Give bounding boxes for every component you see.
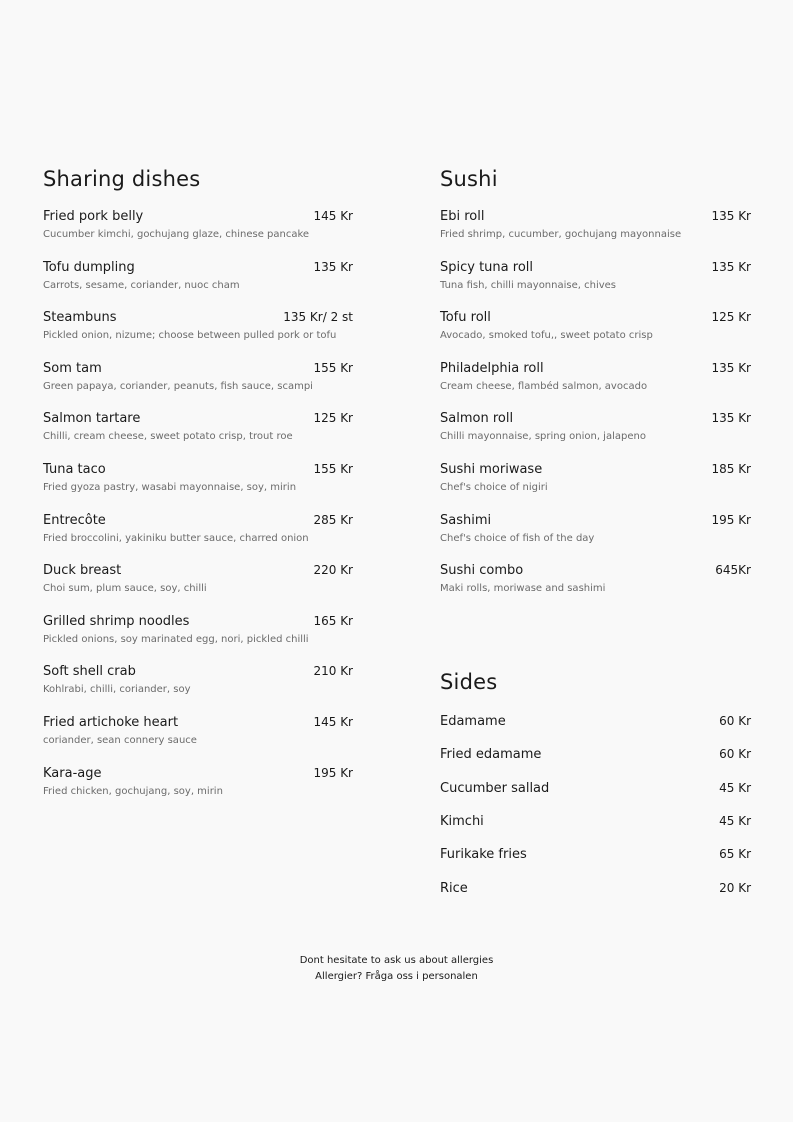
menu-item: [43, 512, 353, 563]
dish-name: Sushi moriwase: [440, 461, 543, 477]
side-item: [440, 780, 751, 813]
menu-item: [440, 360, 751, 411]
menu-item: [43, 208, 353, 259]
dish-name: Spicy tuna roll: [440, 259, 533, 275]
dish-price: 125 Kr: [711, 310, 751, 325]
dish-description: Choi sum, plum sauce, soy, chilli: [43, 583, 207, 595]
menu-item: [440, 562, 751, 613]
dish-name: Tofu roll: [440, 310, 491, 326]
side-item: [440, 846, 751, 879]
side-item: [440, 813, 751, 846]
dish-price: 165 Kr: [313, 613, 353, 628]
side-item: [440, 713, 751, 746]
side-price: 65 Kr: [719, 847, 751, 862]
dish-description: Pickled onions, soy marinated egg, nori, pickled chilli: [43, 633, 309, 645]
menu-item: [43, 765, 353, 816]
menu-item: [440, 461, 751, 512]
dish-name: Sushi combo: [440, 563, 524, 579]
dish-description: Carrots, sesame, coriander, nuoc cham: [43, 279, 240, 291]
dish-price: 125 Kr: [313, 411, 353, 426]
menu-item: [43, 259, 353, 310]
menu-item: [43, 309, 353, 360]
dish-description: Chef's choice of nigiri: [440, 481, 548, 493]
dish-description: Maki rolls, moriwase and sashimi: [440, 583, 606, 595]
allergy-note-swedish: Allergier? Fråga oss i personalen: [315, 971, 478, 982]
side-name: Fried edamame: [440, 747, 542, 763]
side-price: 45 Kr: [719, 780, 751, 795]
dish-price: 155 Kr: [313, 360, 353, 375]
dish-price: 135 Kr/ 2 st: [283, 310, 353, 325]
dish-price: 210 Kr: [313, 664, 353, 679]
dish-price: 135 Kr: [711, 411, 751, 426]
dish-price: 285 Kr: [313, 512, 353, 527]
dish-description: Chilli mayonnaise, spring onion, jalapeno: [440, 431, 646, 443]
dish-price: 145 Kr: [313, 714, 353, 729]
dish-description: Tuna fish, chilli mayonnaise, chives: [440, 279, 617, 291]
dish-name: Salmon roll: [440, 411, 514, 427]
menu-item: [440, 410, 751, 461]
dish-name: Duck breast: [43, 563, 122, 579]
menu-item: [440, 259, 751, 310]
dish-name: Ebi roll: [440, 209, 485, 224]
dish-description: Chilli, cream cheese, sweet potato crisp, trout roe: [43, 431, 293, 443]
sides-section: [440, 669, 751, 913]
dish-name: Salmon tartare: [43, 411, 141, 427]
side-name: Rice: [440, 880, 468, 896]
menu-item: [43, 461, 353, 512]
side-price: 20 Kr: [719, 880, 751, 895]
menu-item: [43, 714, 353, 765]
side-price: 60 Kr: [719, 713, 751, 728]
menu-item: [440, 512, 751, 563]
dish-name: Tofu dumpling: [43, 259, 135, 275]
sushi-list: [440, 208, 751, 613]
dish-description: Kohlrabi, chilli, coriander, soy: [43, 684, 191, 696]
dish-price: 135 Kr: [711, 209, 751, 223]
dish-name: Grilled shrimp noodles: [43, 613, 190, 629]
dish-description: Fried gyoza pastry, wasabi mayonnaise, soy, mirin: [43, 481, 297, 493]
menu-item: [43, 663, 353, 714]
dish-price: 145 Kr: [313, 209, 353, 223]
menu-item: [43, 562, 353, 613]
sushi-section: [440, 166, 751, 613]
dish-description: Avocado, smoked tofu,, sweet potato crisp: [440, 330, 653, 342]
side-price: 45 Kr: [719, 813, 751, 828]
dish-name: Fried pork belly: [43, 209, 144, 224]
dish-price: 135 Kr: [711, 259, 751, 274]
section-title: Sides: [440, 669, 498, 694]
dish-name: Soft shell crab: [43, 664, 136, 680]
menu-item: [440, 309, 751, 360]
dish-name: Steambuns: [43, 310, 117, 326]
menu-item: [43, 613, 353, 664]
dish-name: Fried artichoke heart: [43, 714, 179, 730]
dish-description: Fried broccolini, yakiniku butter sauce, charred onion: [43, 532, 309, 544]
menu-item: [43, 410, 353, 461]
dish-price: 185 Kr: [711, 461, 751, 476]
dish-name: Som tam: [43, 360, 102, 376]
section-title: Sharing dishes: [43, 167, 201, 191]
dish-price: 195 Kr: [313, 765, 353, 780]
dish-price: 195 Kr: [711, 512, 751, 527]
sides-list: [440, 713, 751, 913]
menu-item: [440, 208, 751, 259]
allergy-footer: [0, 953, 793, 985]
allergy-note-english: Dont hesitate to ask us about allergies: [299, 955, 494, 966]
side-item: [440, 880, 751, 913]
dish-name: Entrecôte: [43, 512, 106, 528]
side-name: Cucumber sallad: [440, 780, 550, 796]
dish-name: Tuna taco: [43, 461, 106, 477]
side-name: Edamame: [440, 713, 506, 729]
side-name: Furikake fries: [440, 847, 527, 863]
side-name: Kimchi: [440, 813, 484, 829]
section-title: Sushi: [440, 167, 498, 191]
dish-description: Chef's choice of fish of the day: [440, 532, 595, 544]
dish-description: Fried chicken, gochujang, soy, mirin: [43, 785, 223, 797]
dish-description: Pickled onion, nizume; choose between pulled pork or tofu: [43, 330, 337, 342]
dish-description: coriander, sean connery sauce: [43, 734, 197, 746]
dish-name: Kara-age: [43, 765, 102, 781]
dish-name: Philadelphia roll: [440, 360, 544, 376]
right-column: [440, 166, 751, 913]
sharing-dishes-section: [43, 166, 353, 815]
dish-price: 220 Kr: [313, 563, 353, 578]
dish-name: Sashimi: [440, 512, 492, 528]
dish-description: Cream cheese, flambéd salmon, avocado: [440, 380, 648, 392]
dish-description: Cucumber kimchi, gochujang glaze, chinese pancake: [43, 229, 310, 240]
dish-price: 155 Kr: [313, 461, 353, 476]
side-item: [440, 746, 751, 779]
side-price: 60 Kr: [719, 747, 751, 762]
dish-price: 135 Kr: [313, 259, 353, 274]
dish-description: Fried shrimp, cucumber, gochujang mayonnaise: [440, 229, 682, 240]
sharing-dishes-list: [43, 208, 353, 815]
dish-price: 645Kr: [715, 563, 751, 578]
menu-item: [43, 360, 353, 411]
dish-description: Green papaya, coriander, peanuts, fish sauce, scampi: [43, 380, 313, 392]
dish-price: 135 Kr: [711, 360, 751, 375]
